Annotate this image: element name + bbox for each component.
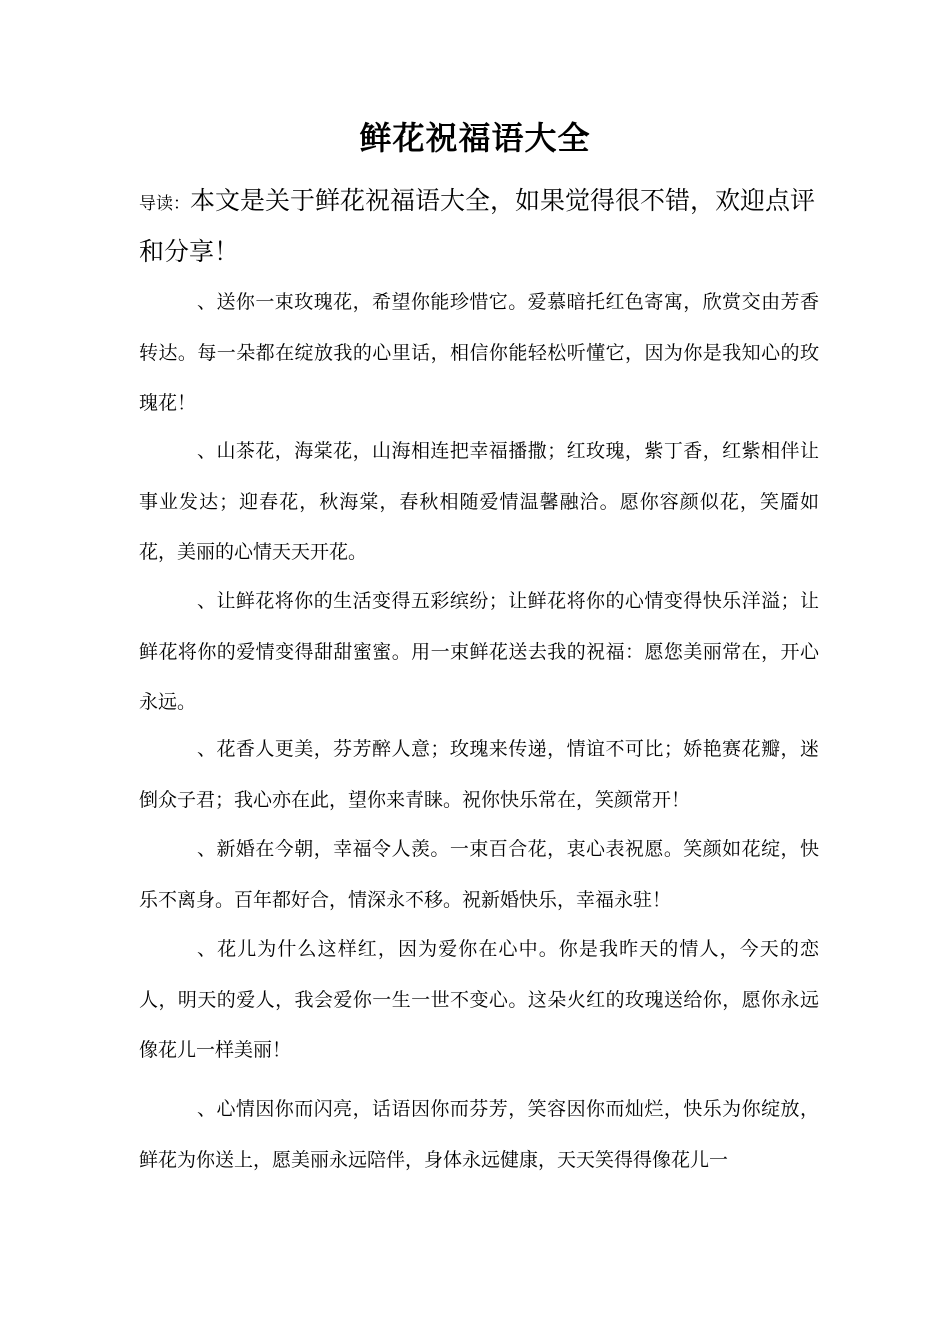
intro-text: 本文是关于鲜花祝福语大全，如果觉得很不错，欢迎点评和分享！ (139, 186, 816, 266)
document-title: 鲜花祝福语大全 (359, 119, 591, 157)
paragraph-2: 、山茶花，海棠花，山海相连把幸福播撒；红玫瑰，紫丁香，红紫相伴让事业发达；迎春花，秋海棠，春秋相随爱情温馨融洽。愿你容颜似花，笑靥如花，美丽的心情天天开花。 (139, 440, 819, 563)
paragraph-4: 、花香人更美，芬芳醉人意；玫瑰来传递，情谊不可比；娇艳赛花瓣，迷倒众子君；我心亦在此，望你来青睐。祝你快乐常在，笑颜常开！ (139, 738, 819, 811)
paragraph-7: 、心情因你而闪亮，话语因你而芬芳，笑容因你而灿烂，快乐为你绽放，鲜花为你送上，愿美丽永远陪伴，身体永远健康，天天笑得得像花儿一 (139, 1098, 819, 1171)
paragraph-1: 、送你一束玫瑰花，希望你能珍惜它。爱慕暗托红色寄寓，欣赏交由芳香转达。每一朵都在绽放我的心里话，相信你能轻松听懂它，因为你是我知心的玫瑰花！ (139, 291, 819, 414)
paragraph-5: 、新婚在今朝，幸福令人羡。一束百合花，衷心表祝愿。笑颜如花绽，快乐不离身。百年都好合，情深永不移。祝新婚快乐，幸福永驻！ (139, 838, 819, 911)
intro-label: 导读： (139, 194, 190, 214)
paragraph-3: 、让鲜花将你的生活变得五彩缤纷；让鲜花将你的心情变得快乐洋溢；让鲜花将你的爱情变得甜甜蜜蜜。用一束鲜花送去我的祝福：愿您美丽常在，开心永远。 (139, 590, 819, 713)
paragraph-6: 、花儿为什么这样红，因为爱你在心中。你是我昨天的情人，今天的恋人，明天的爱人，我会爱你一生一世不变心。这朵火红的玫瑰送给你，愿你永远像花儿一样美丽！ (139, 938, 819, 1061)
intro-block (139, 177, 819, 276)
